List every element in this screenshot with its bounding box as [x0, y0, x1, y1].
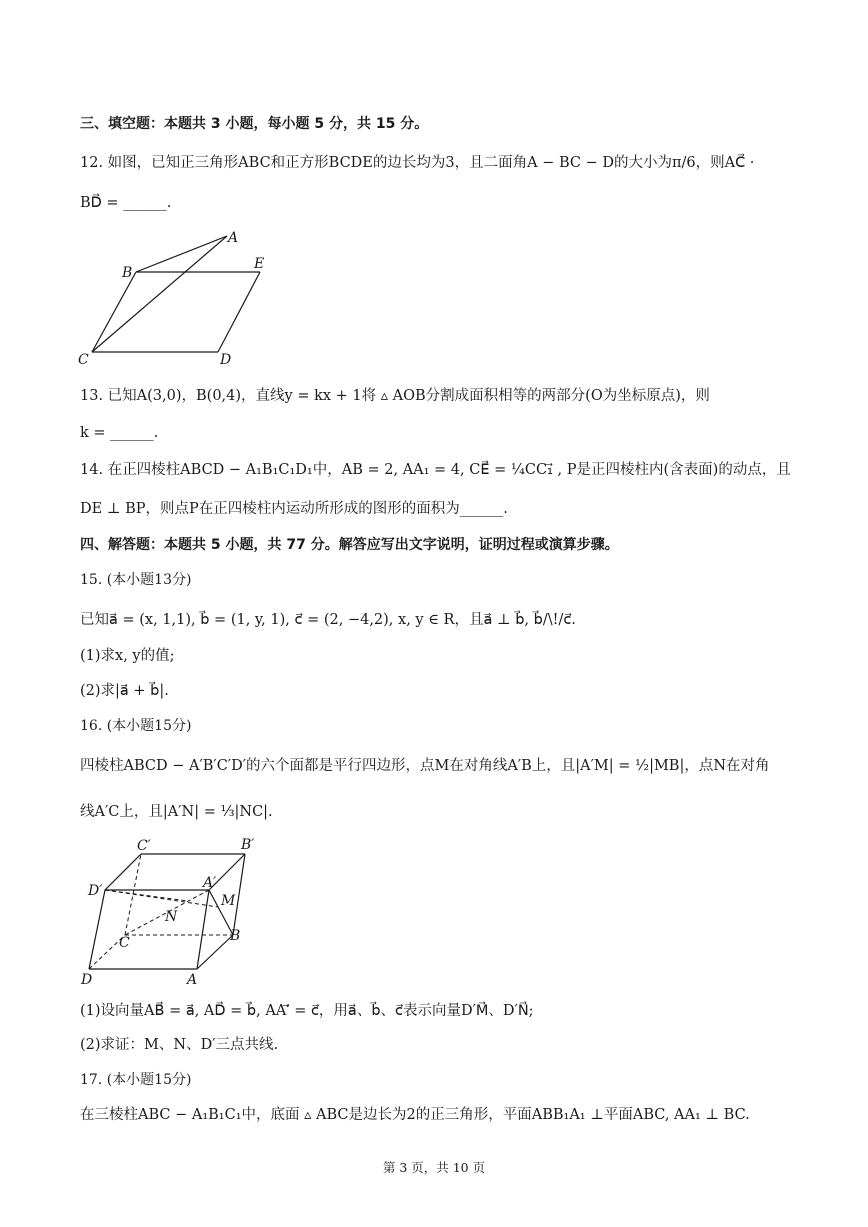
edge-CA: [92, 236, 227, 352]
q13-text-line2: k = ______.: [80, 425, 159, 441]
label-Cprime: C′: [137, 838, 151, 854]
page-footer: 第 3 页，共 10 页: [382, 1160, 486, 1175]
label-Dprime: D′: [88, 883, 103, 899]
label-D: D: [220, 352, 232, 368]
label-C: C: [78, 352, 89, 368]
label-E: E: [254, 256, 265, 272]
q13-text-line1: 13. 已知A(3,0)，B(0,4)，直线y = kx + 1将 ▵ AOB分割成面积相等的两部分(O为坐标原点)，则: [80, 388, 710, 404]
q14-text-line1: 14. 在正四棱柱ABCD − A₁B₁C₁D₁中，AB = 2, AA₁ = 4, CE⃗ = ¼CC₁⃗ , P是正四棱柱内(含表面)的动点，且: [80, 462, 791, 478]
label-B: B: [122, 265, 133, 281]
q16-figure: [75, 834, 275, 994]
edge-ED: [218, 272, 260, 352]
section-4-header: 四、解答题：本题共 5 小题，共 77 分。解答应写出文字说明，证明过程或演算步骤。: [80, 537, 619, 553]
edge-AB: [197, 935, 233, 969]
q15-part2: (2)求|a⃗ + b⃗|.: [80, 683, 169, 699]
q12-text-line2: BD⃗ = ______.: [80, 195, 172, 211]
label-A: A: [228, 230, 239, 246]
q16-text-line1: 四棱柱ABCD − A′B′C′D′的六个面都是平行四边形，点M在对角线A′B上，且|A′M| = ½|MB|，点N在对角: [80, 758, 770, 774]
label-M: M: [221, 893, 236, 909]
edge-BA: [136, 236, 227, 272]
q17-title: 17. (本小题15分): [80, 1072, 192, 1088]
edge-CprimeDprime: [105, 854, 141, 890]
q12-text-line1: 12. 如图，已知正三角形ABC和正方形BCDE的边长均为3，且二面角A − BC − D的大小为π/6，则AC⃗ ·: [80, 155, 755, 171]
edge-DDprime: [89, 890, 105, 969]
q16-title: 16. (本小题15分): [80, 718, 192, 734]
line-DprimeN-hidden: [105, 890, 188, 901]
q16-part2: (2)求证：M、N、D′三点共线.: [80, 1037, 279, 1053]
q16-text-line2: 线A′C上，且|A′N| = ⅓|NC|.: [80, 804, 273, 820]
edge-CB: [92, 272, 136, 352]
q14-text-line2: DE ⊥ BP，则点P在正四棱柱内运动所形成的图形的面积为______.: [80, 501, 508, 517]
label-Bprime: B′: [241, 837, 255, 853]
label-N: N: [165, 909, 178, 925]
section-3-header: 三、填空题：本题共 3 小题，每小题 5 分，共 15 分。: [80, 116, 429, 132]
label-A: A: [187, 972, 198, 988]
q16-part1: (1)设向量AB⃗ = a⃗, AD⃗ = b⃗, AA′⃗ = c⃗，用a⃗、b⃗、c⃗表示向量D′M⃗、D′N⃗;: [80, 1003, 534, 1019]
q15-text-line1: 已知a⃗ = (x, 1,1), b⃗ = (1, y, 1), c⃗ = (2, −4,2), x, y ∈ R，且a⃗ ⊥ b⃗, b⃗/\!/c⃗.: [80, 612, 576, 628]
edge-AAprime: [197, 890, 209, 969]
q15-title: 15. (本小题13分): [80, 572, 192, 588]
label-D: D: [81, 972, 93, 988]
label-Aprime: A′: [203, 875, 217, 891]
label-C: C: [119, 935, 130, 951]
q17-text-line1: 在三棱柱ABC − A₁B₁C₁中，底面 ▵ ABC是边长为2的正三角形，平面ABB₁A₁ ⊥平面ABC, AA₁ ⊥ BC.: [80, 1107, 750, 1123]
q12-figure: [70, 225, 280, 370]
label-B: B: [230, 928, 241, 944]
q15-part1: (1)求x, y的值;: [80, 648, 175, 664]
